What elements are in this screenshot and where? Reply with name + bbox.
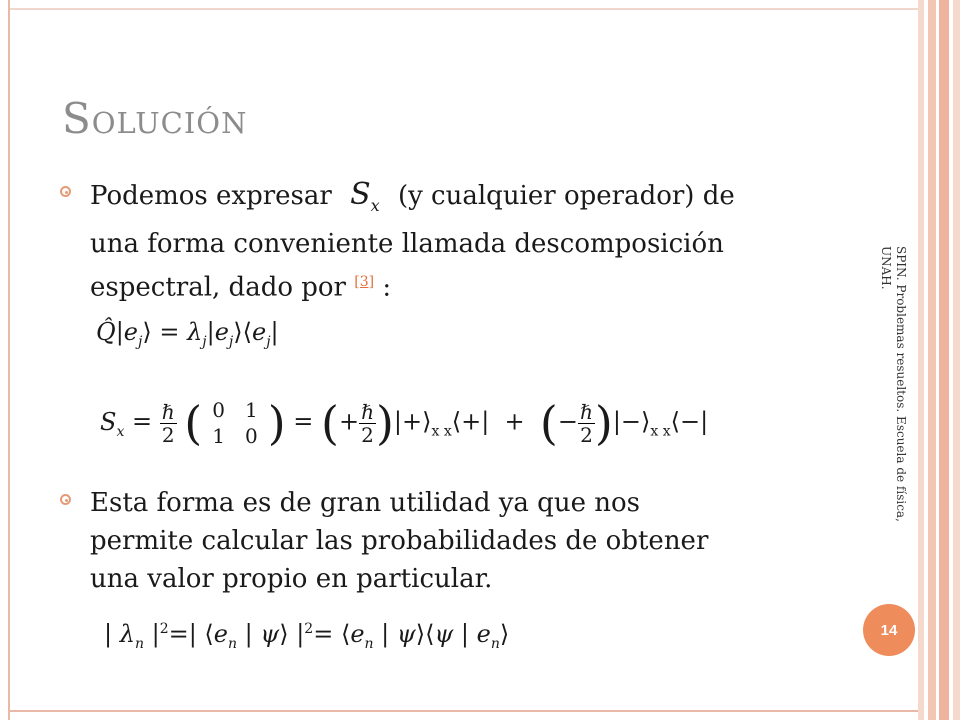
bullet-spectral-text xyxy=(90,176,735,307)
bullet1-part1: Podemos expresar xyxy=(90,181,332,211)
page-number-badge: 14 xyxy=(863,604,915,656)
bullet2-line2: permite calcular las probabilidades de obtener xyxy=(90,526,709,556)
slide-frame-bottom xyxy=(8,710,918,712)
equation-probability: | $\lambda_n$ $|^2=|$ $⟨e_n$ | ψ⟩ $|^2=$ $⟨e_n$ | ψ⟩⟨ψ | $e_n⟩$ xyxy=(104,620,510,652)
sidebar-text: SPIN. Problemas resueltos. Escuela de física, UNAH. xyxy=(879,246,908,522)
equation-sx-decomposition: $S_x$ = $\frac{\text{ℏ}}{2}$ ( 0 1 1 0 ) = (+ $\frac{\text{ℏ}}{2}$ )$|+⟩_{x x}⟨+|$ + (− $\frac{\text{ℏ}}{2}$ )$|-⟩_{x x}⟨-|$ xyxy=(100,396,709,450)
sidebar-caption xyxy=(878,246,938,546)
bullet1-part2: (y cualquier operador) de xyxy=(397,181,735,211)
bullet-icon xyxy=(60,186,71,197)
bullet-probability-text xyxy=(90,484,708,598)
bullet1-line3a: espectral, dado por xyxy=(90,272,346,303)
slide-frame-left xyxy=(8,0,10,720)
equation-spectral-decomposition: $Q̂|e_j⟩$ = $\lambda_j|e_j⟩⟨e_j|$ xyxy=(96,318,279,350)
slide-frame-top xyxy=(8,8,918,10)
bullet1-line2: una forma conveniente llamada descomposición xyxy=(90,229,724,259)
bullet-icon xyxy=(60,494,71,505)
bullet1-line3b: : xyxy=(382,272,392,303)
bullet2-line3: una valor propio en particular. xyxy=(90,564,493,594)
reference-link[interactable]: [3] xyxy=(354,274,375,290)
bullet2-line1: Esta forma es de gran utilidad ya que nos xyxy=(90,488,640,518)
sx-symbol: $S_x$ xyxy=(350,177,380,215)
slide-title: Solución xyxy=(62,94,248,143)
